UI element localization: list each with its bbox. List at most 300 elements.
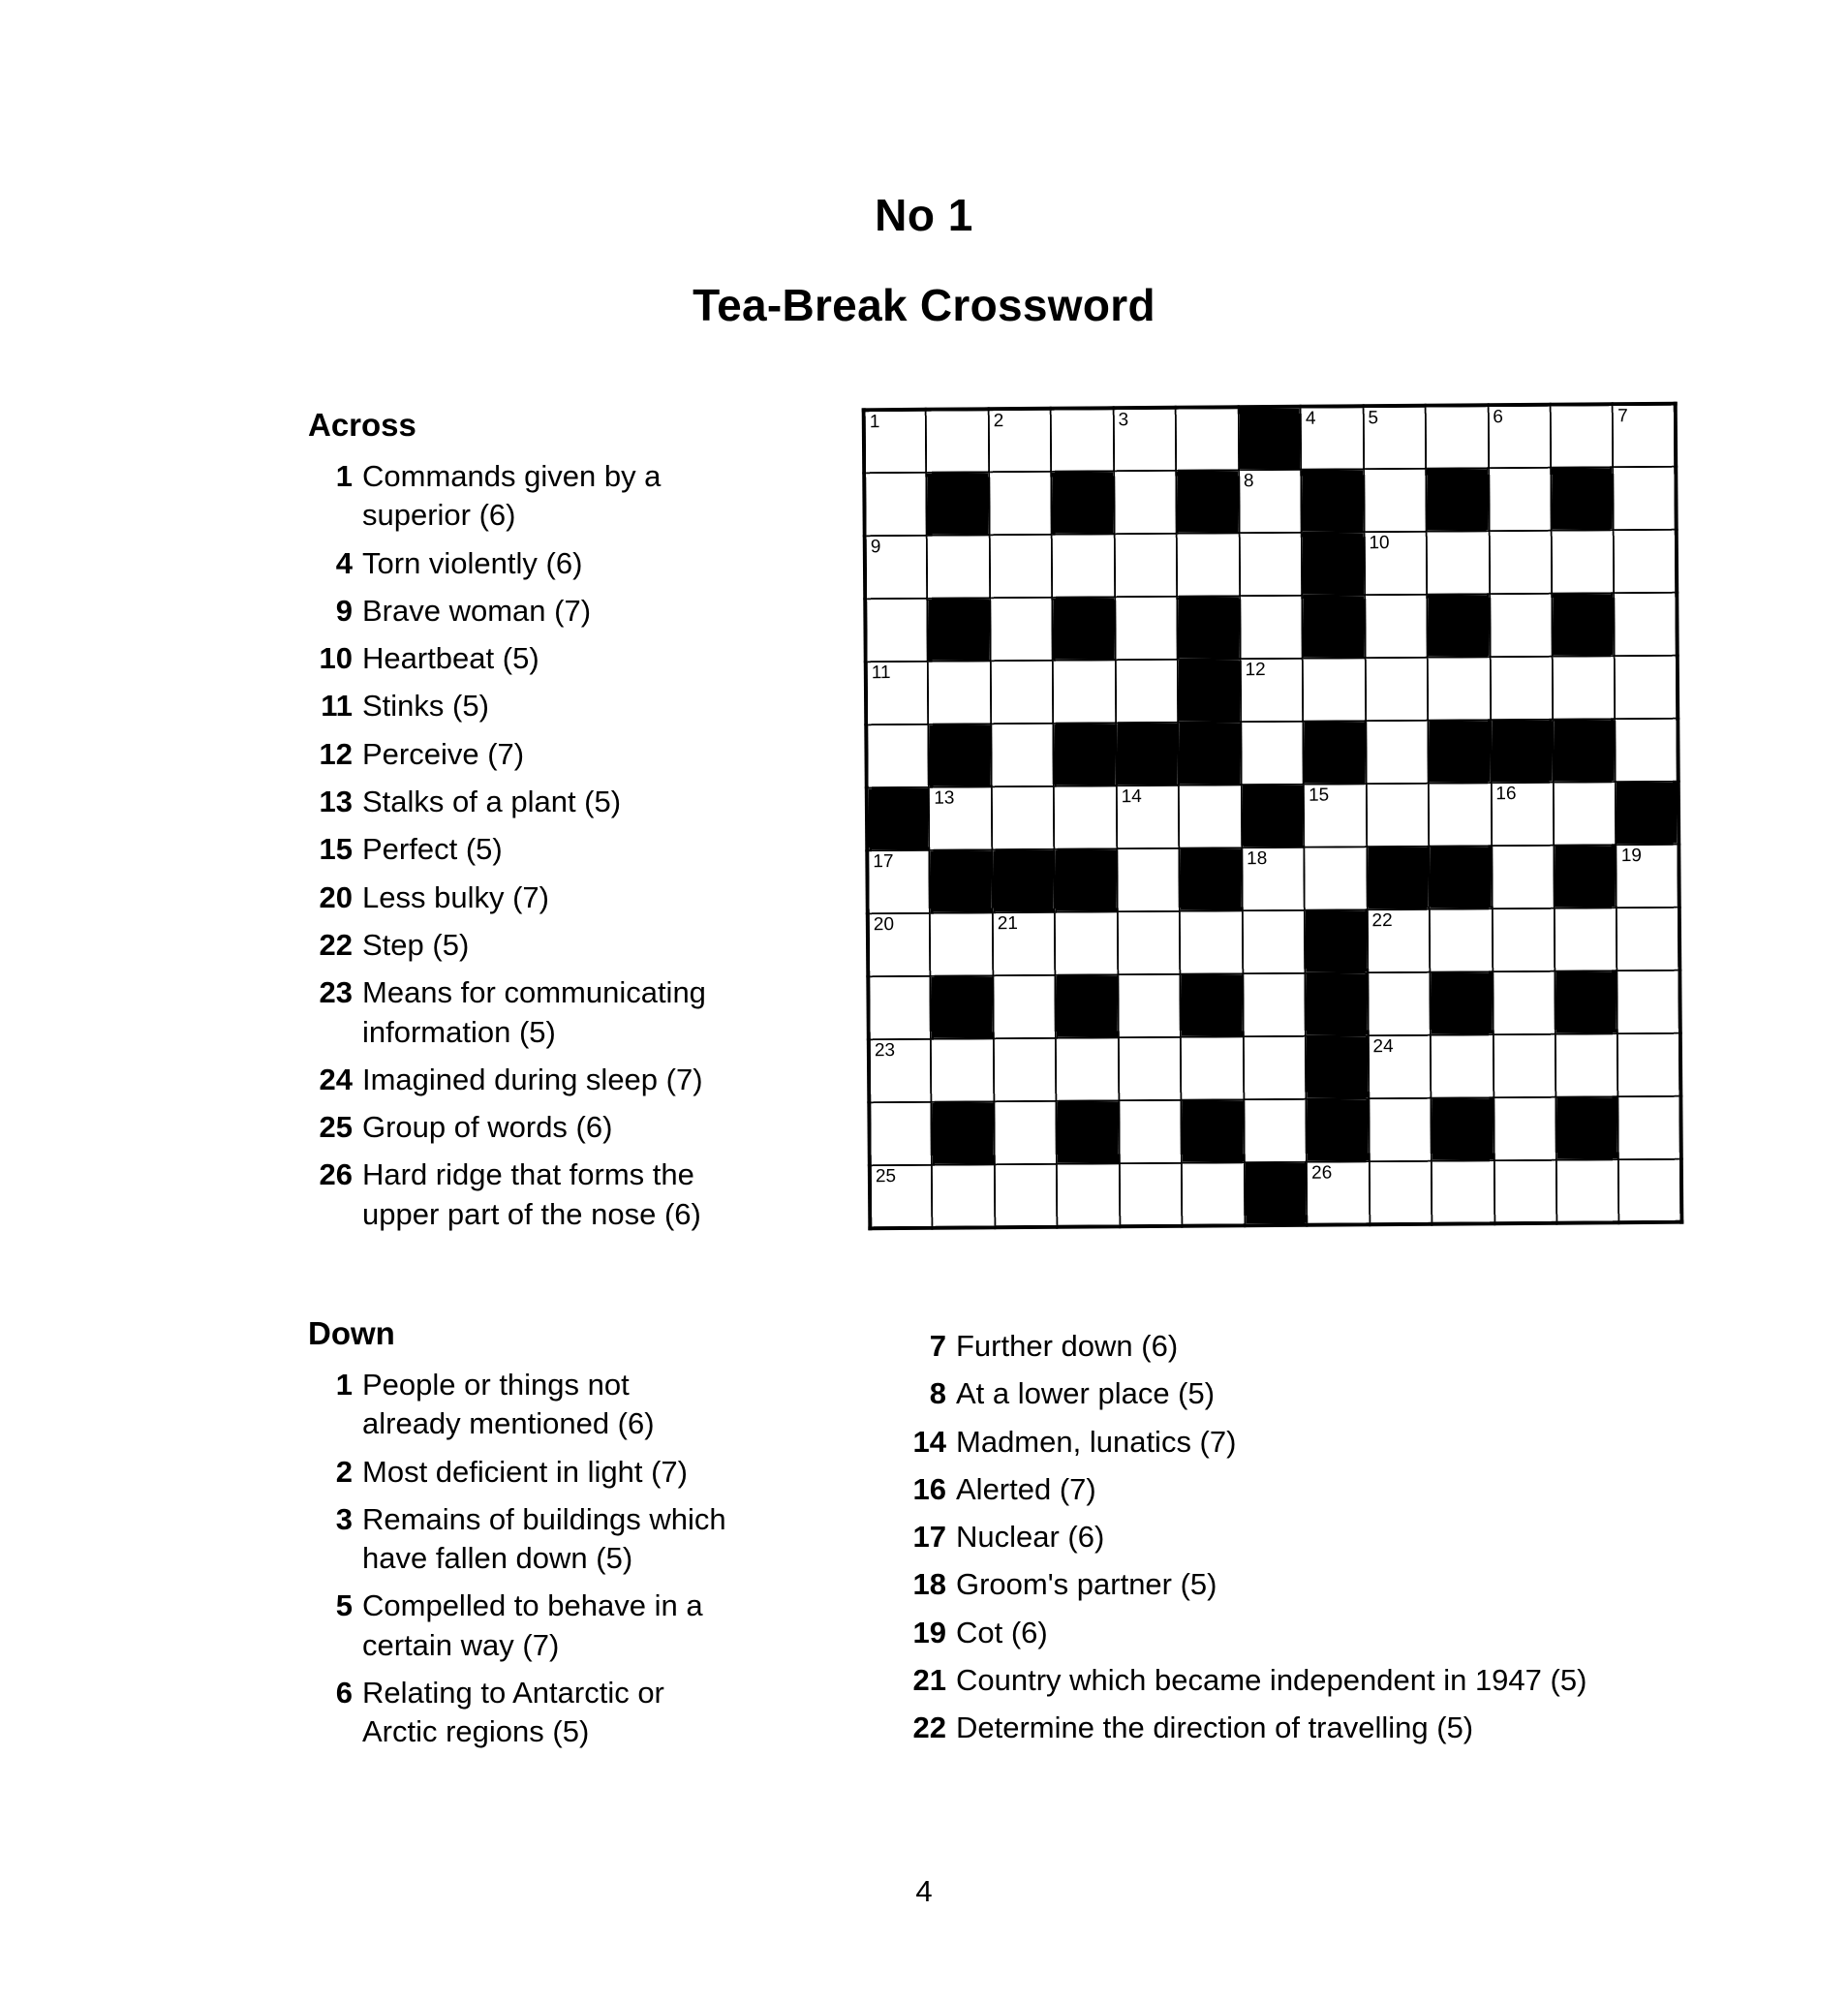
grid-cell[interactable] (1241, 722, 1304, 786)
clue-number: 25 (319, 1110, 353, 1145)
grid-cell[interactable] (992, 786, 1055, 850)
grid-cell[interactable] (1119, 1100, 1182, 1164)
grid-cell[interactable] (1118, 974, 1181, 1038)
clue-text: Less bulky (7) (362, 879, 549, 914)
grid-block-cell (1238, 407, 1301, 471)
grid-cell[interactable] (1304, 784, 1367, 847)
grid-block-cell (1552, 593, 1615, 657)
grid-cell[interactable] (1426, 405, 1489, 469)
grid-cell[interactable] (1617, 908, 1679, 971)
grid-cell[interactable] (1368, 972, 1431, 1036)
grid-block-cell (1179, 722, 1242, 786)
across-clues-section (308, 407, 773, 1243)
clue-text: Brave woman (7) (362, 593, 592, 628)
clue-number: 2 (335, 1454, 353, 1489)
grid-cell-number: 24 (1372, 1036, 1394, 1058)
clue-text: Commands given by a superior (6) (362, 459, 662, 533)
clue-item (308, 639, 773, 678)
grid-row (866, 719, 1678, 788)
grid-cell-number: 25 (875, 1166, 897, 1187)
clue-text: Cot (6) (956, 1615, 1048, 1649)
clue-text: Compelled to behave in a certain way (7) (362, 1588, 703, 1662)
grid-block-cell (1116, 723, 1179, 786)
grid-cell[interactable] (868, 976, 931, 1040)
down-clues-section-right (906, 1327, 1748, 1757)
clue-number: 9 (335, 593, 353, 628)
clue-text: Nuclear (6) (956, 1520, 1105, 1555)
clue-number: 21 (912, 1663, 946, 1698)
clue-item (308, 830, 773, 869)
grid-cell[interactable] (1617, 971, 1680, 1034)
grid-row (869, 1033, 1680, 1103)
clue-item (308, 1108, 773, 1147)
grid-cell[interactable] (1428, 657, 1491, 721)
clue-number: 4 (335, 545, 353, 580)
crossword-grid-table[interactable] (862, 402, 1684, 1231)
grid-row (868, 971, 1679, 1040)
grid-cell[interactable] (1117, 786, 1180, 849)
grid-row (864, 404, 1676, 474)
grid-cell[interactable] (1301, 406, 1364, 470)
grid-cell[interactable] (1490, 657, 1553, 721)
grid-cell[interactable] (1618, 1159, 1681, 1223)
grid-cell[interactable] (1304, 847, 1367, 910)
grid-cell[interactable] (864, 410, 927, 474)
grid-row (867, 782, 1679, 851)
clue-text: Stinks (5) (362, 689, 489, 724)
clue-number: 26 (319, 1157, 353, 1192)
clue-item (906, 1565, 1748, 1604)
grid-cell[interactable] (994, 1101, 1057, 1165)
grid-cell-number: 15 (1308, 785, 1330, 806)
down-clues-section-left (308, 1315, 734, 1761)
grid-cell[interactable] (866, 662, 929, 725)
grid-row (869, 1096, 1680, 1166)
grid-cell[interactable] (1368, 1035, 1431, 1099)
grid-cell[interactable] (1363, 406, 1426, 470)
grid-block-cell (1427, 594, 1490, 658)
clue-text: Further down (6) (956, 1329, 1179, 1363)
grid-cell[interactable] (1491, 783, 1554, 847)
clue-item (308, 1061, 773, 1099)
grid-block-cell (931, 975, 994, 1039)
grid-cell[interactable] (1618, 1096, 1681, 1160)
grid-cell[interactable] (1552, 530, 1615, 594)
grid-cell-number: 1 (869, 412, 880, 433)
clue-item (308, 1156, 773, 1234)
grid-cell[interactable] (1431, 1034, 1494, 1098)
grid-cell[interactable] (1615, 593, 1678, 657)
grid-cell[interactable] (1555, 908, 1617, 971)
clue-item (906, 1661, 1748, 1700)
grid-cell[interactable] (1554, 782, 1617, 846)
grid-row (865, 593, 1677, 663)
grid-block-cell (1053, 597, 1116, 661)
clue-number: 13 (319, 785, 353, 819)
clue-number: 1 (335, 459, 353, 493)
clue-number: 22 (912, 1710, 946, 1745)
grid-cell[interactable] (1489, 531, 1552, 595)
grid-cell[interactable] (1303, 658, 1366, 722)
grid-cell[interactable] (1492, 846, 1555, 909)
grid-cell[interactable] (1056, 1037, 1119, 1101)
grid-cell[interactable] (1052, 534, 1115, 598)
clue-number: 5 (335, 1588, 353, 1623)
grid-cell[interactable] (1366, 784, 1429, 847)
grid-cell[interactable] (1617, 845, 1679, 909)
grid-cell[interactable] (1493, 971, 1555, 1035)
clue-text: Most deficient in light (7) (362, 1454, 688, 1489)
grid-cell[interactable] (1488, 405, 1551, 469)
clue-number: 16 (912, 1471, 946, 1506)
grid-block-cell (1555, 971, 1617, 1034)
across-heading: Across (308, 407, 416, 443)
grid-cell-number: 10 (1369, 533, 1390, 554)
grid-cell[interactable] (1176, 407, 1239, 471)
grid-cell[interactable] (865, 536, 928, 600)
clue-text: People or things not already mentioned (6) (362, 1368, 655, 1441)
grid-block-cell (932, 1101, 995, 1165)
grid-cell[interactable] (866, 724, 929, 788)
grid-row (870, 1159, 1681, 1229)
down-heading: Down (308, 1315, 395, 1351)
grid-cell[interactable] (1243, 910, 1306, 974)
clue-number: 15 (319, 832, 353, 867)
grid-cell[interactable] (869, 1102, 932, 1166)
grid-cell-number: 20 (873, 914, 895, 936)
grid-cell[interactable] (994, 1038, 1057, 1102)
grid-cell[interactable] (929, 786, 992, 850)
clue-number: 3 (335, 1501, 353, 1536)
grid-block-cell (1306, 1098, 1369, 1162)
grid-cell-number: 3 (1118, 410, 1129, 431)
clue-item (906, 1518, 1748, 1556)
grid-row (867, 845, 1679, 914)
grid-cell[interactable] (1114, 471, 1177, 535)
grid-cell[interactable] (1057, 1163, 1120, 1227)
grid-cell[interactable] (993, 975, 1056, 1039)
grid-block-cell (1178, 659, 1241, 723)
grid-block-cell (1305, 972, 1368, 1036)
across-clue-list (308, 457, 773, 1234)
clue-text: Means for communicating information (5) (362, 975, 706, 1049)
grid-cell[interactable] (1494, 1097, 1556, 1161)
grid-cell-number: 19 (1620, 846, 1643, 867)
grid-cell[interactable] (1492, 909, 1555, 972)
clue-text: Heartbeat (5) (362, 641, 539, 676)
grid-cell-number: 26 (1311, 1162, 1333, 1184)
grid-cell-number: 18 (1246, 848, 1268, 870)
grid-block-cell (1367, 847, 1430, 910)
clue-number: 10 (319, 641, 353, 676)
grid-cell[interactable] (1239, 533, 1302, 597)
clue-text: Perceive (7) (362, 736, 525, 771)
clue-item (308, 973, 773, 1052)
clue-number: 22 (319, 927, 353, 962)
grid-cell[interactable] (1613, 404, 1676, 468)
clue-item (308, 1500, 734, 1579)
clue-text: Torn violently (6) (362, 545, 583, 580)
grid-cell-number: 13 (934, 787, 955, 809)
clue-number: 8 (929, 1376, 946, 1411)
grid-block-cell (1182, 1099, 1245, 1163)
clue-item (906, 1614, 1748, 1652)
clue-item (308, 592, 773, 631)
clue-number: 19 (912, 1615, 946, 1649)
grid-cell[interactable] (1243, 973, 1306, 1037)
grid-cell[interactable] (990, 535, 1053, 599)
grid-block-cell (1056, 974, 1119, 1038)
grid-cell[interactable] (1115, 534, 1178, 598)
grid-cell[interactable] (1617, 1033, 1680, 1097)
clue-item (308, 878, 773, 917)
grid-block-cell (1241, 785, 1304, 848)
grid-cell[interactable] (931, 1038, 994, 1102)
grid-cell[interactable] (1118, 911, 1181, 975)
grid-cell[interactable] (1553, 656, 1616, 720)
grid-cell[interactable] (1177, 533, 1240, 597)
grid-cell-number: 4 (1305, 408, 1316, 429)
grid-cell[interactable] (991, 724, 1054, 787)
grid-block-cell (1177, 596, 1240, 660)
grid-cell[interactable] (1432, 1160, 1494, 1224)
grid-cell[interactable] (930, 912, 993, 976)
grid-row (865, 530, 1677, 600)
grid-block-cell (1301, 469, 1364, 533)
grid-block-cell (1305, 909, 1368, 973)
grid-cell[interactable] (993, 912, 1056, 976)
clue-number: 18 (912, 1567, 946, 1602)
grid-cell[interactable] (1364, 469, 1427, 533)
grid-cell[interactable] (1614, 467, 1677, 531)
clue-text: Step (5) (362, 927, 470, 962)
grid-row (866, 656, 1678, 725)
grid-block-cell (1555, 1096, 1618, 1160)
grid-cell[interactable] (1365, 658, 1428, 722)
grid-row (864, 467, 1676, 537)
grid-block-cell (1176, 470, 1239, 534)
clue-text: Remains of buildings which have fallen down (5) (362, 1501, 726, 1576)
grid-cell[interactable] (1115, 597, 1178, 661)
clue-item (308, 1587, 734, 1665)
clue-item (308, 926, 773, 965)
grid-cell[interactable] (1307, 1161, 1370, 1225)
grid-cell[interactable] (1179, 785, 1242, 848)
clue-item (308, 1366, 734, 1444)
grid-cell[interactable] (870, 1165, 933, 1229)
grid-block-cell (1426, 468, 1489, 532)
grid-cell-number: 11 (871, 663, 891, 684)
crossword-grid[interactable] (862, 402, 1684, 1227)
grid-cell[interactable] (1054, 786, 1117, 849)
grid-cell[interactable] (1489, 468, 1552, 532)
grid-block-cell (928, 598, 991, 662)
clue-text: Relating to Antarctic or Arctic regions (5) (362, 1676, 664, 1749)
clue-text: Hard ridge that forms the upper part of the nose (6) (362, 1157, 701, 1231)
grid-cell[interactable] (1182, 1162, 1245, 1226)
grid-cell[interactable] (1493, 1034, 1555, 1098)
grid-block-cell (1491, 720, 1554, 784)
down-clue-list-right (906, 1327, 1748, 1748)
grid-cell[interactable] (1364, 532, 1427, 596)
clue-item (308, 783, 773, 821)
grid-cell[interactable] (1114, 408, 1177, 472)
down-clue-list-left (308, 1366, 734, 1752)
grid-row (868, 908, 1679, 977)
grid-block-cell (1180, 847, 1243, 911)
grid-cell[interactable] (927, 535, 990, 599)
grid-cell[interactable] (1430, 909, 1493, 972)
grid-cell-number: 21 (997, 913, 1019, 935)
grid-cell[interactable] (1556, 1159, 1619, 1223)
grid-cell[interactable] (990, 598, 1053, 662)
grid-cell-number: 16 (1495, 784, 1517, 805)
grid-cell-number: 17 (873, 851, 894, 873)
clue-text: Imagined during sleep (7) (362, 1062, 703, 1096)
grid-block-cell (1052, 471, 1115, 535)
grid-block-cell (1054, 723, 1117, 786)
grid-cell[interactable] (1053, 660, 1116, 724)
grid-cell[interactable] (1369, 1161, 1432, 1225)
grid-cell[interactable] (1366, 721, 1429, 785)
clue-text: Group of words (6) (362, 1110, 613, 1145)
grid-cell-number: 9 (870, 537, 881, 558)
grid-cell-number: 7 (1617, 406, 1628, 427)
grid-block-cell (1431, 1097, 1494, 1161)
grid-cell-number: 2 (993, 411, 1004, 432)
grid-cell[interactable] (1616, 719, 1679, 783)
clue-item (308, 544, 773, 583)
grid-cell-number: 12 (1245, 660, 1266, 681)
clue-item (906, 1374, 1748, 1413)
grid-cell[interactable] (1365, 595, 1428, 659)
grid-cell[interactable] (1490, 594, 1553, 658)
grid-cell[interactable] (1369, 1098, 1432, 1162)
grid-cell[interactable] (1244, 1099, 1307, 1163)
grid-block-cell (930, 849, 993, 913)
grid-block-cell (1429, 846, 1492, 909)
grid-block-cell (1055, 848, 1118, 912)
grid-cell[interactable] (1240, 596, 1303, 660)
clue-number: 23 (319, 975, 353, 1010)
grid-cell[interactable] (1427, 531, 1490, 595)
grid-cell[interactable] (989, 472, 1052, 536)
grid-block-cell (1430, 971, 1493, 1035)
grid-cell[interactable] (1181, 1036, 1244, 1100)
clue-item (308, 457, 773, 536)
clue-text: Madmen, lunatics (7) (956, 1424, 1237, 1459)
clue-number: 24 (319, 1062, 353, 1096)
grid-cell-number: 14 (1121, 786, 1142, 808)
grid-cell-number: 6 (1493, 407, 1503, 428)
grid-block-cell (927, 472, 990, 536)
grid-block-cell (1181, 973, 1244, 1037)
grid-cell-number: 8 (1243, 471, 1254, 492)
grid-cell[interactable] (1051, 408, 1114, 472)
grid-cell[interactable] (1614, 530, 1677, 594)
clue-text: Alerted (7) (956, 1471, 1096, 1506)
grid-cell[interactable] (1242, 847, 1305, 911)
grid-block-cell (1057, 1100, 1120, 1164)
clue-text: At a lower place (5) (956, 1376, 1216, 1411)
page-title: Tea-Break Crossword (693, 280, 1155, 330)
grid-cell[interactable] (1120, 1163, 1183, 1227)
clue-number: 1 (335, 1368, 353, 1402)
clue-number: 14 (912, 1424, 946, 1459)
grid-block-cell (1302, 532, 1365, 596)
grid-cell-number: 23 (874, 1040, 896, 1062)
clue-item (308, 1453, 734, 1492)
clue-text: Country which became independent in 1947 (5) (956, 1663, 1587, 1698)
clue-text: Stalks of a plant (5) (362, 785, 622, 819)
grid-cell[interactable] (1116, 660, 1179, 724)
grid-cell[interactable] (995, 1164, 1058, 1228)
grid-block-cell (1553, 719, 1616, 783)
grid-block-cell (1306, 1035, 1369, 1099)
grid-cell[interactable] (869, 1039, 932, 1103)
clue-text: Groom's partner (5) (956, 1567, 1217, 1602)
grid-cell[interactable] (1555, 1033, 1618, 1097)
grid-cell[interactable] (989, 409, 1052, 473)
clue-number: 7 (929, 1329, 946, 1363)
grid-cell[interactable] (926, 409, 989, 473)
grid-cell[interactable] (868, 913, 931, 977)
grid-cell[interactable] (1494, 1160, 1556, 1224)
clue-number: 20 (319, 879, 353, 914)
grid-cell-number: 5 (1368, 408, 1379, 429)
grid-cell[interactable] (1244, 1036, 1307, 1100)
grid-cell[interactable] (865, 599, 928, 663)
grid-block-cell (929, 724, 992, 787)
grid-cell[interactable] (867, 850, 930, 914)
clue-item (906, 1423, 1748, 1462)
clue-number: 17 (912, 1520, 946, 1555)
grid-cell[interactable] (1117, 848, 1180, 912)
grid-cell[interactable] (1615, 656, 1678, 720)
grid-cell[interactable] (1119, 1037, 1182, 1101)
grid-cell[interactable] (1367, 909, 1430, 973)
grid-cell[interactable] (932, 1164, 995, 1228)
grid-cell-number: 22 (1371, 910, 1393, 932)
clue-number: 6 (335, 1676, 353, 1710)
grid-cell[interactable] (864, 473, 927, 537)
grid-cell[interactable] (1239, 470, 1302, 534)
grid-cell[interactable] (1429, 783, 1492, 847)
grid-block-cell (1554, 845, 1617, 909)
clue-text: Perfect (5) (362, 832, 503, 867)
grid-block-cell (1428, 720, 1491, 784)
grid-block-cell (1616, 782, 1679, 846)
clue-item (906, 1709, 1748, 1747)
clue-item (308, 687, 773, 725)
clue-number: 11 (321, 689, 353, 724)
grid-cell[interactable] (1180, 910, 1243, 974)
grid-block-cell (1303, 721, 1366, 785)
puzzle-number: No 1 (875, 190, 973, 240)
clue-item (308, 1674, 734, 1752)
grid-block-cell (1302, 595, 1365, 659)
clue-number: 12 (319, 736, 353, 771)
grid-block-cell (1245, 1162, 1308, 1226)
grid-cell[interactable] (1055, 911, 1118, 975)
grid-block-cell (867, 787, 930, 851)
clue-item (906, 1470, 1748, 1509)
grid-cell[interactable] (1240, 659, 1303, 723)
grid-block-cell (992, 849, 1055, 913)
grid-cell[interactable] (991, 661, 1054, 724)
grid-cell[interactable] (928, 661, 991, 724)
grid-cell[interactable] (1551, 404, 1614, 468)
